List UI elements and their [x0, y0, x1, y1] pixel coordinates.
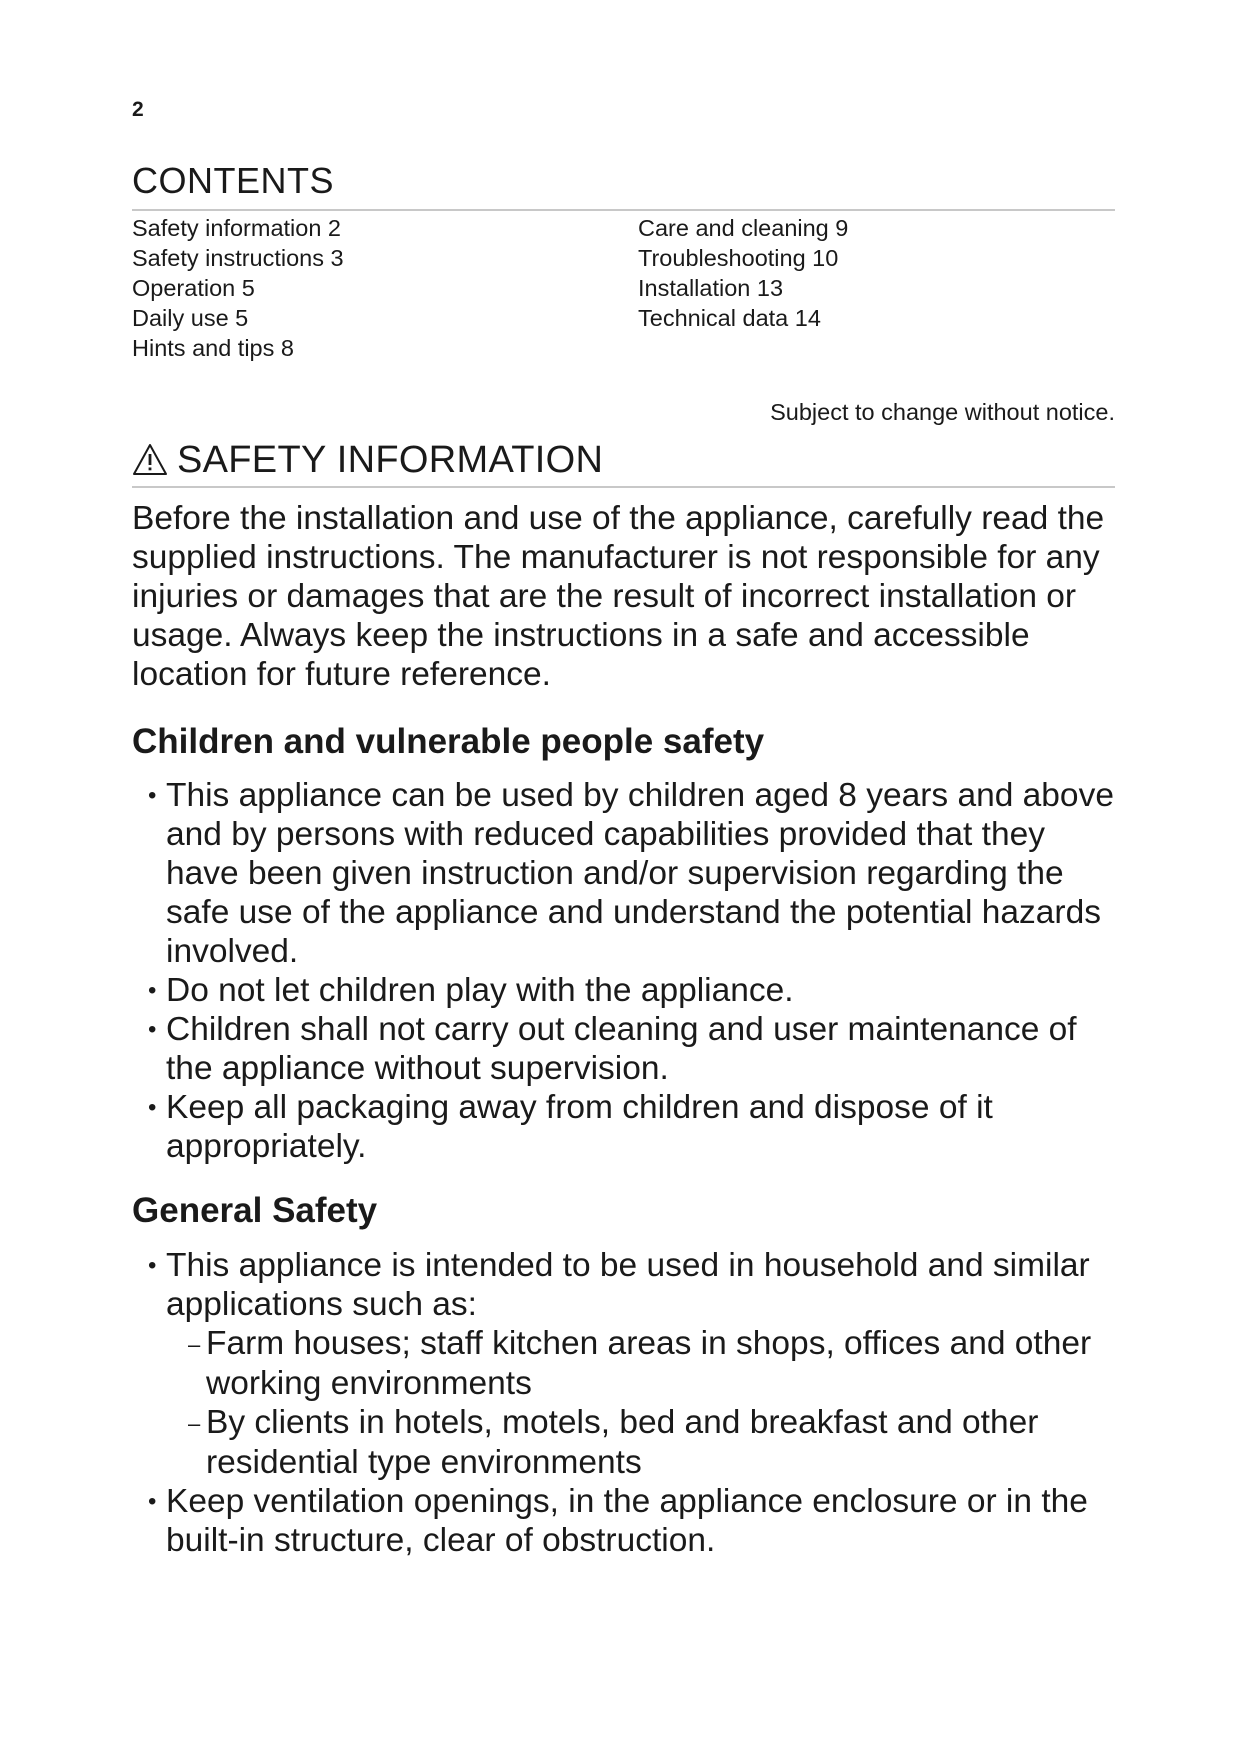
toc-item-troubleshooting[interactable]: Troubleshooting 10 [638, 245, 839, 271]
list-item [132, 1088, 1122, 1166]
bullet-mark: • [148, 782, 157, 809]
safety-information-title: SAFETY INFORMATION [177, 439, 604, 481]
safety-divider [132, 486, 1115, 488]
list-item-text: Children shall not carry out cleaning and user maintenance of the appliance without supervision. [166, 1011, 1077, 1087]
list-item [132, 1482, 1122, 1560]
list-item [132, 971, 1122, 1010]
children-safety-heading: Children and vulnerable people safety [132, 722, 765, 761]
toc-item-technical-data[interactable]: Technical data 14 [638, 305, 821, 331]
list-item [132, 1246, 1122, 1324]
bullet-mark: • [148, 1252, 157, 1279]
sub-list-item [132, 1403, 1122, 1482]
change-notice: Subject to change without notice. [770, 399, 1115, 425]
toc-item-safety-instructions[interactable]: Safety instructions 3 [132, 245, 344, 271]
sub-list-item-text: By clients in hotels, motels, bed and breakfast and other residential type environments [206, 1404, 1039, 1481]
toc-item-daily-use[interactable]: Daily use 5 [132, 305, 249, 331]
warning-icon [132, 442, 168, 478]
list-item [132, 776, 1122, 971]
list-item-text: Keep ventilation openings, in the appliance enclosure or in the built-in structure, clear of obstruction. [166, 1483, 1088, 1559]
sub-list-item-text: Farm houses; staff kitchen areas in shops, offices and other working environments [206, 1325, 1092, 1402]
contents-divider [132, 209, 1115, 211]
general-safety-heading: General Safety [132, 1191, 378, 1230]
bullet-mark: • [148, 1094, 157, 1121]
toc-item-operation[interactable]: Operation 5 [132, 275, 255, 301]
page-number: 2 [132, 98, 144, 121]
bullet-mark: • [148, 1016, 157, 1043]
toc-item-hints-and-tips[interactable]: Hints and tips 8 [132, 335, 294, 361]
list-item [132, 1010, 1122, 1088]
safety-information-heading [132, 436, 603, 484]
bullet-mark: • [148, 977, 157, 1004]
bullet-mark: • [148, 1488, 157, 1515]
dash-mark: – [188, 1332, 201, 1357]
dash-mark: – [188, 1411, 201, 1436]
contents-title: CONTENTS [132, 160, 334, 201]
toc-column-left [132, 213, 344, 360]
list-item-text: This appliance can be used by children aged 8 years and above and by persons with reduced capabilities provided that they have been given instruction and/or supervision regarding the safe use of the appliance and understand the potential hazards involved. [166, 777, 1114, 970]
children-safety-list [132, 776, 1122, 1166]
toc-item-care-and-cleaning[interactable]: Care and cleaning 9 [638, 215, 849, 241]
general-safety-list [132, 1246, 1122, 1560]
list-item-text: Do not let children play with the appliance. [166, 972, 794, 1009]
sub-list-item [132, 1324, 1122, 1403]
toc-item-safety-information[interactable]: Safety information 2 [132, 215, 341, 241]
list-item-text: This appliance is intended to be used in household and similar applications such as: [166, 1247, 1090, 1323]
toc-column-right [638, 213, 848, 333]
list-item-text: Keep all packaging away from children and dispose of it appropriately. [166, 1089, 993, 1165]
toc-item-installation[interactable]: Installation 13 [638, 275, 784, 301]
safety-intro-paragraph: Before the installation and use of the appliance, carefully read the supplied instructions. The manufacturer is not responsible for any injuries or damages that are the result of incorrect installation or usage. Always keep the instructions in a safe and accessible location for future reference. [132, 500, 1105, 693]
